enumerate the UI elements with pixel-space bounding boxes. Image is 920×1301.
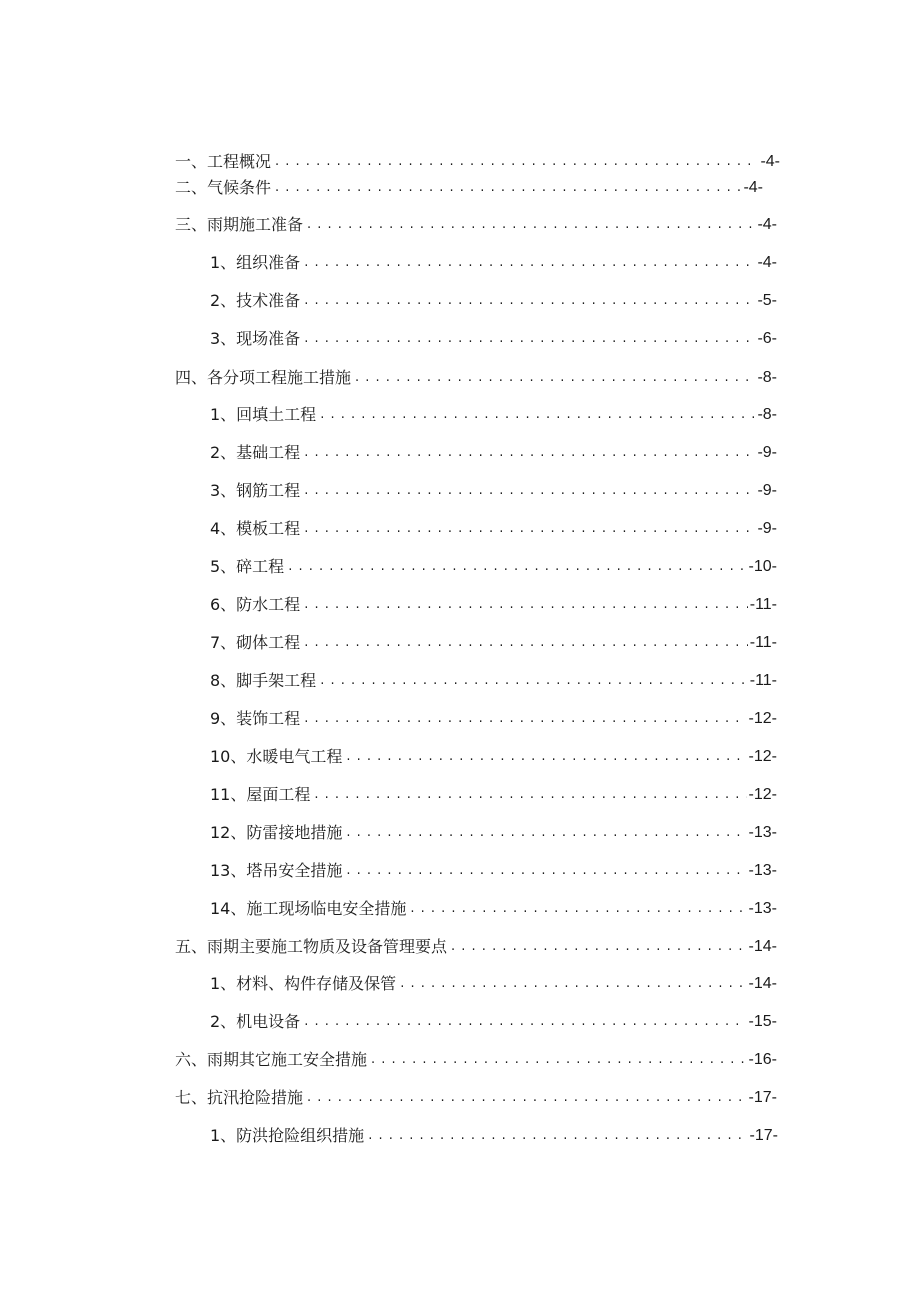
toc-entry-label: 2、技术准备	[210, 291, 301, 310]
toc-entry[interactable]	[210, 591, 777, 615]
toc-leader-dots	[304, 253, 755, 273]
toc-leader-dots	[304, 329, 755, 349]
toc-entry[interactable]	[210, 781, 777, 805]
toc-leader-dots	[275, 178, 741, 198]
toc-leader-dots	[346, 823, 746, 843]
toc-entry-label: 14、施工现场临电安全措施	[210, 899, 407, 918]
toc-entry-page: -8-	[757, 406, 777, 423]
toc-entry-label: 1、回填土工程	[210, 405, 317, 424]
toc-entry-page: -16-	[748, 1051, 777, 1068]
toc-entry[interactable]	[210, 667, 777, 691]
toc-entry[interactable]	[175, 211, 777, 235]
toc-entry-page: -4-	[760, 153, 780, 170]
toc-entry[interactable]	[210, 401, 777, 425]
toc-entry-page: -11-	[749, 634, 777, 651]
toc-leader-dots	[304, 709, 746, 729]
toc-entry-page: -13-	[748, 824, 777, 841]
toc-leader-dots	[304, 1012, 746, 1032]
toc-entry[interactable]	[210, 515, 777, 539]
toc-entry-label: 七、抗汛抢险措施	[175, 1088, 304, 1107]
toc-entry[interactable]	[210, 705, 777, 729]
toc-leader-dots	[304, 291, 755, 311]
toc-entry-label: 五、雨期主要施工物质及设备管理要点	[175, 937, 448, 956]
toc-leader-dots	[371, 1050, 747, 1070]
toc-entry-page: -9-	[757, 520, 777, 537]
toc-leader-dots	[320, 405, 755, 425]
toc-leader-dots	[368, 1126, 747, 1146]
toc-leader-dots	[410, 899, 746, 919]
toc-entry-label: 1、组织准备	[210, 253, 301, 272]
toc-entry-page: -17-	[748, 1089, 777, 1106]
toc-entry[interactable]	[210, 1122, 778, 1146]
toc-entry-label: 3、现场准备	[210, 329, 301, 348]
toc-entry[interactable]	[175, 174, 763, 198]
toc-entry-label: 三、雨期施工准备	[175, 215, 304, 234]
toc-entry-page: -8-	[757, 369, 777, 386]
toc-entry[interactable]	[210, 477, 777, 501]
toc-leader-dots	[304, 519, 755, 539]
toc-entry-label: 3、钢筋工程	[210, 481, 301, 500]
toc-leader-dots	[307, 215, 755, 235]
toc-entry-label: 6、防水工程	[210, 595, 301, 614]
toc-entry-label: 2、基础工程	[210, 443, 301, 462]
toc-entry-page: -13-	[748, 900, 777, 917]
toc-entry[interactable]	[175, 148, 780, 172]
toc-entry-label: 二、气候条件	[175, 178, 272, 197]
toc-entry-label: 1、材料、构件存储及保管	[210, 974, 397, 993]
toc-entry-page: -14-	[748, 975, 777, 992]
toc-entry-page: -12-	[748, 748, 777, 765]
toc-leader-dots	[400, 974, 746, 994]
toc-leader-dots	[307, 1088, 747, 1108]
toc-entry-label: 4、模板工程	[210, 519, 301, 538]
toc-entry[interactable]	[210, 553, 777, 577]
toc-entry-label: 8、脚手架工程	[210, 671, 317, 690]
toc-entry-label: 1、防洪抢险组织措施	[210, 1126, 365, 1145]
toc-leader-dots	[314, 785, 746, 805]
toc-entry[interactable]	[210, 895, 777, 919]
toc-leader-dots	[355, 368, 755, 388]
toc-entry-page: -11-	[749, 672, 777, 689]
toc-entry-page: -9-	[757, 444, 777, 461]
toc-entry[interactable]	[210, 743, 777, 767]
toc-entry[interactable]	[210, 819, 777, 843]
toc-leader-dots	[288, 557, 746, 577]
toc-entry[interactable]	[175, 364, 777, 388]
toc-entry-page: -4-	[757, 254, 777, 271]
toc-entry[interactable]	[210, 857, 777, 881]
toc-entry-page: -11-	[749, 596, 777, 613]
toc-leader-dots	[304, 633, 748, 653]
toc-entry-page: -12-	[748, 786, 777, 803]
toc-entry[interactable]	[175, 1046, 777, 1070]
toc-entry-page: -15-	[748, 1013, 777, 1030]
toc-leader-dots	[346, 747, 746, 767]
toc-entry-label: 2、机电设备	[210, 1012, 301, 1031]
toc-entry-label: 12、防雷接地措施	[210, 823, 343, 842]
toc-leader-dots	[304, 595, 748, 615]
toc-entry-page: -4-	[743, 179, 763, 196]
toc-entry[interactable]	[210, 970, 777, 994]
toc-entry-page: -9-	[757, 482, 777, 499]
toc-leader-dots	[304, 443, 755, 463]
toc-entry-page: -13-	[748, 862, 777, 879]
toc-entry-page: -12-	[748, 710, 777, 727]
toc-entry-label: 5、碎工程	[210, 557, 285, 576]
toc-entry-label: 7、砌体工程	[210, 633, 301, 652]
toc-entry[interactable]	[210, 629, 777, 653]
toc-entry-page: -5-	[757, 292, 777, 309]
toc-leader-dots	[304, 481, 755, 501]
toc-entry-label: 13、塔吊安全措施	[210, 861, 343, 880]
toc-entry[interactable]	[210, 287, 777, 311]
toc-entry-page: -14-	[748, 938, 777, 955]
toc-entry[interactable]	[175, 1084, 777, 1108]
toc-entry-page: -6-	[757, 330, 777, 347]
toc-leader-dots	[275, 152, 758, 172]
toc-entry[interactable]	[210, 1008, 777, 1032]
toc-entry-label: 四、各分项工程施工措施	[175, 368, 352, 387]
toc-entry[interactable]	[210, 249, 777, 273]
toc-entry[interactable]	[210, 439, 777, 463]
toc-entry[interactable]	[210, 325, 777, 349]
toc-entry[interactable]	[175, 933, 777, 957]
toc-entry-page: -4-	[757, 216, 777, 233]
toc-leader-dots	[451, 937, 747, 957]
toc-entry-label: 9、装饰工程	[210, 709, 301, 728]
toc-entry-label: 六、雨期其它施工安全措施	[175, 1050, 368, 1069]
toc-leader-dots	[346, 861, 746, 881]
toc-entry-page: -10-	[748, 558, 777, 575]
toc-entry-page: -17-	[749, 1127, 778, 1144]
toc-entry-label: 一、工程概况	[175, 152, 272, 171]
toc-leader-dots	[320, 671, 748, 691]
toc-entry-label: 11、屋面工程	[210, 785, 311, 804]
toc-entry-label: 10、水暖电气工程	[210, 747, 343, 766]
